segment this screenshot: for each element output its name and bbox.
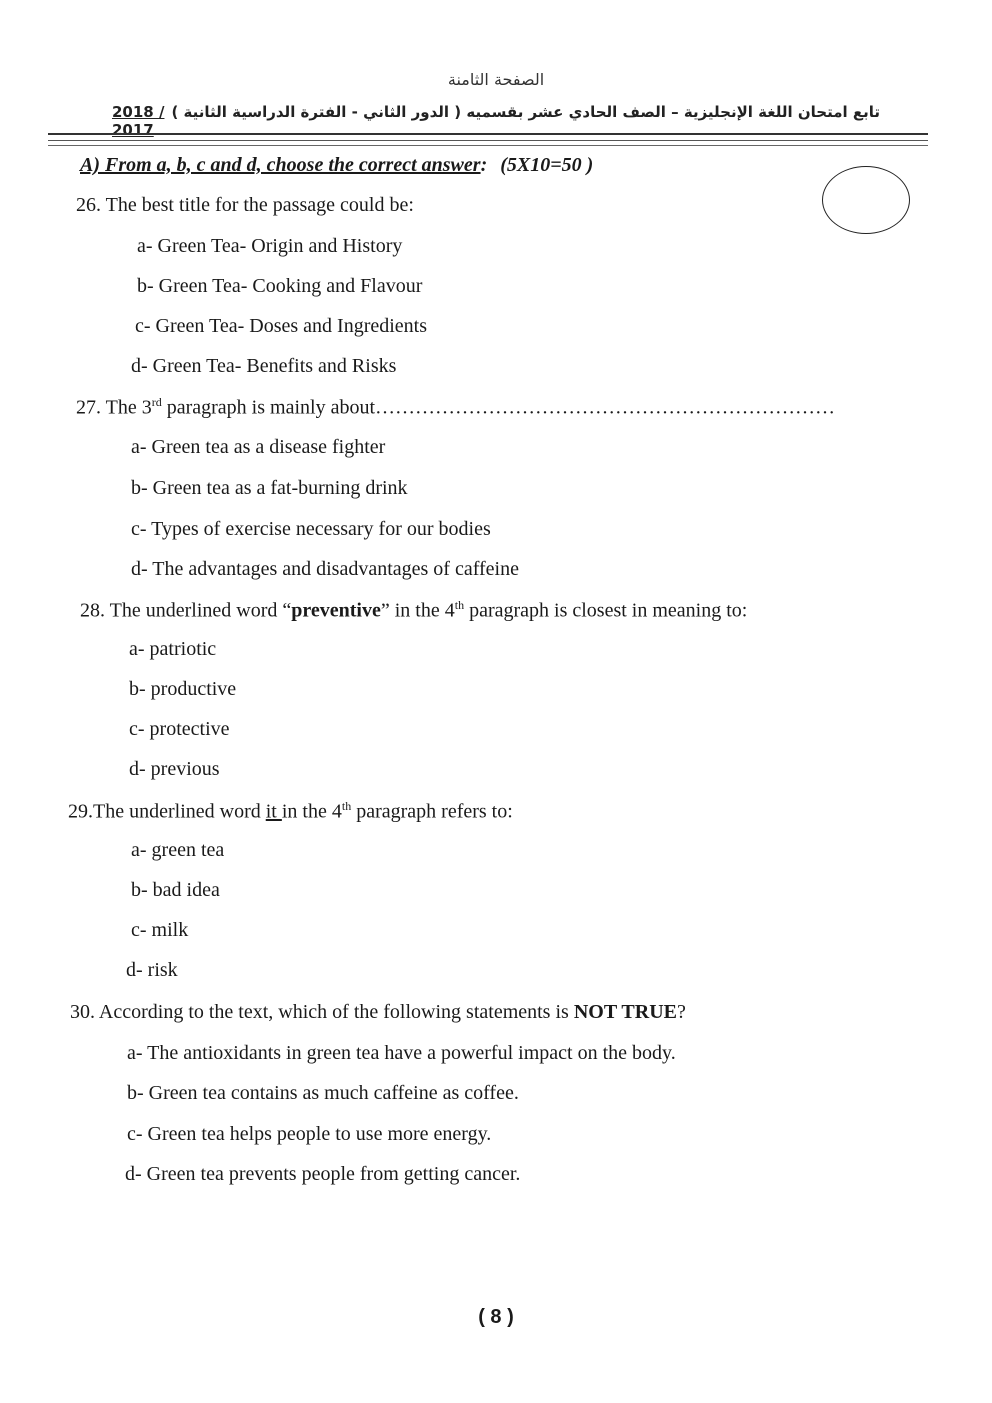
ordinal-suffix: th [341,799,352,813]
question-number: 27. [76,396,101,419]
option-29c: c- milk [131,919,189,941]
option-27b: b- Green tea as a fat-burning drink [131,477,408,499]
question-number: 28. [80,599,105,622]
question-stem-mid: in the 4 [281,800,342,823]
option-30c: c- Green tea helps people to use more energy. [127,1123,492,1145]
question-number: 29. [68,800,93,823]
question-number: 26. [76,194,101,216]
option-30a: a- The antioxidants in green tea have a powerful impact on the body. [127,1042,676,1064]
question-stem-pre: According to the text, which of the following statements is [98,1001,574,1023]
question-stem-post: paragraph is closest in meaning to: [464,599,748,622]
ordinal-suffix: th [454,598,465,612]
exam-header [112,103,880,139]
exam-year: 2018 / 2017 [112,103,165,139]
header-divider-2 [48,140,928,141]
question-stem: The best title for the passage could be: [105,194,414,216]
option-28d: d- previous [129,758,220,780]
option-29d: d- risk [126,959,178,981]
option-26b: b- Green Tea- Cooking and Flavour [137,275,423,297]
page-number: ( 8 ) [478,1306,514,1328]
option-28c: c- protective [129,718,230,740]
option-29b: b- bad idea [131,879,220,901]
section-marks: (5X10=50 ) [500,154,594,176]
target-word: preventive [291,599,381,622]
question-29 [68,799,513,824]
ordinal-suffix: rd [151,395,162,409]
option-30b: b- Green tea contains as much caffeine as coffee. [127,1082,519,1104]
question-28 [80,598,747,623]
section-heading: A) From a, b, c and d, choose the correct answer: (5X10=50 ) [80,154,594,176]
emphasis-not-true: NOT TRUE [573,1001,677,1023]
option-29a: a- green tea [131,839,225,861]
option-27c: c- Types of exercise necessary for our bodies [131,518,491,540]
option-26a: a- Green Tea- Origin and History [137,235,403,257]
question-stem-pre: The underlined word “ [109,599,292,622]
option-27d: d- The advantages and disadvantages of caffeine [131,558,519,580]
header-divider-3 [48,145,928,146]
exam-title-arabic: تابع امتحان اللغة الإنجليزية – الصف الحادي عشر بقسميه ( الدور الثاني - الفترة الدراسية الثانية ) [171,103,880,121]
option-28b: b- productive [129,678,237,700]
option-26c: c- Green Tea- Doses and Ingredients [135,315,428,337]
question-stem-pre: The 3 [105,396,152,419]
question-stem-post: paragraph is mainly about…………………………………………………………… [161,396,836,419]
question-27 [76,395,835,420]
question-30 [70,1001,686,1024]
option-30d: d- Green tea prevents people from getting cancer. [125,1163,521,1185]
target-word: it [265,800,282,823]
option-27a: a- Green tea as a disease fighter [131,436,386,458]
question-stem-post: paragraph refers to: [351,800,513,823]
score-circle [822,166,910,234]
option-26d: d- Green Tea- Benefits and Risks [131,355,397,377]
question-stem-mid: ” in the 4 [380,599,455,622]
option-28a: a- patriotic [129,638,217,660]
question-number: 30. [70,1001,95,1023]
question-26 [76,194,414,217]
page-label-arabic: الصفحة الثامنة [447,70,545,89]
section-instruction: A) From a, b, c and d, choose the correct answer [80,154,481,176]
header-divider [48,133,928,135]
question-stem-post: ? [677,1001,686,1023]
question-stem-pre: The underlined word [93,800,266,823]
